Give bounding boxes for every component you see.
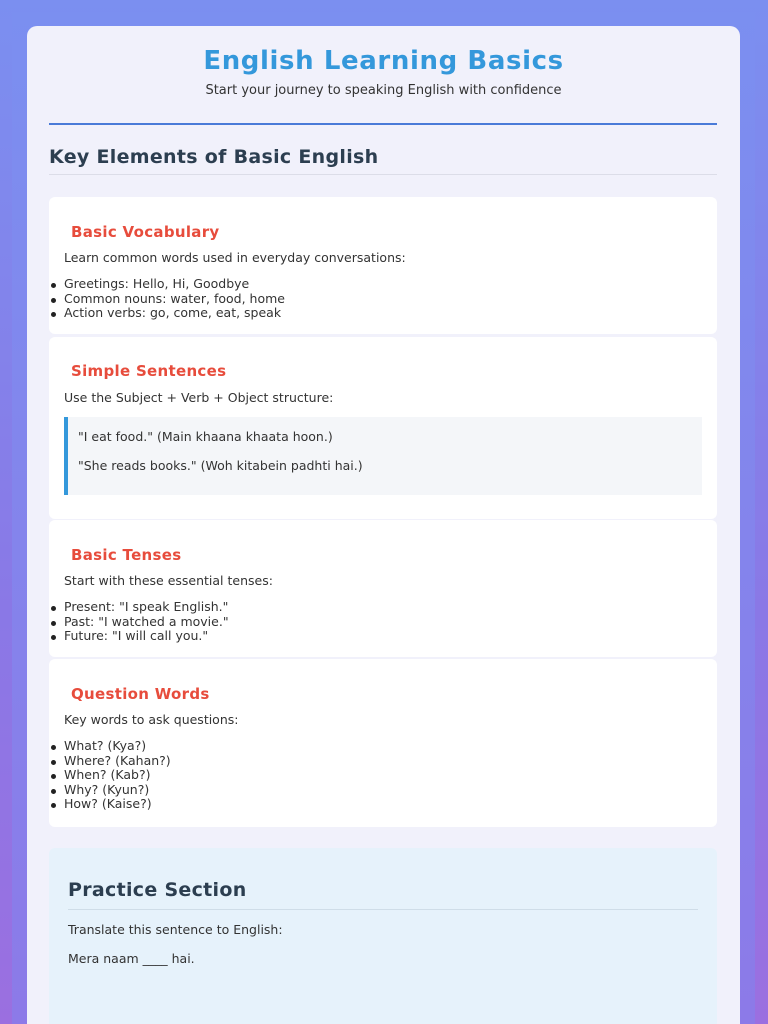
list-item: When? (Kab?) bbox=[49, 768, 171, 783]
card-title: Question Words bbox=[71, 685, 210, 703]
card-description: Use the Subject + Verb + Object structure: bbox=[64, 390, 334, 405]
list-item: Action verbs: go, come, eat, speak bbox=[49, 306, 285, 321]
card-simple-sentences bbox=[49, 337, 717, 519]
list-item: Future: "I will call you." bbox=[49, 629, 229, 644]
practice-section bbox=[49, 848, 717, 1024]
header-divider bbox=[49, 123, 717, 125]
practice-instruction: Translate this sentence to English: bbox=[68, 922, 283, 937]
section-divider bbox=[49, 174, 717, 175]
card-description: Start with these essential tenses: bbox=[64, 573, 273, 588]
card-description: Key words to ask questions: bbox=[64, 712, 239, 727]
list-item: Why? (Kyun?) bbox=[49, 783, 171, 798]
list-item: How? (Kaise?) bbox=[49, 797, 171, 812]
practice-title: Practice Section bbox=[68, 879, 247, 901]
card-description: Learn common words used in everyday conversations: bbox=[64, 250, 406, 265]
page-title: English Learning Basics bbox=[203, 46, 564, 76]
list-item: What? (Kya?) bbox=[49, 739, 171, 754]
page-subtitle: Start your journey to speaking English with confidence bbox=[205, 83, 562, 98]
question-words-list bbox=[49, 739, 171, 812]
tenses-list bbox=[49, 600, 229, 644]
practice-divider bbox=[68, 909, 698, 910]
list-item: Present: "I speak English." bbox=[49, 600, 229, 615]
card-question-words bbox=[49, 659, 717, 827]
practice-sentence: Mera naam ____ hai. bbox=[68, 951, 195, 966]
example-sentence: "She reads books." (Woh kitabein padhti hai.) bbox=[78, 458, 363, 473]
page-header bbox=[27, 26, 740, 126]
card-title: Basic Vocabulary bbox=[71, 223, 220, 241]
list-item: Greetings: Hello, Hi, Goodbye bbox=[49, 277, 285, 292]
section-title: Key Elements of Basic English bbox=[49, 146, 379, 168]
list-item: Common nouns: water, food, home bbox=[49, 292, 285, 307]
list-item: Past: "I watched a movie." bbox=[49, 615, 229, 630]
example-box bbox=[64, 417, 702, 495]
card-basic-vocabulary bbox=[49, 197, 717, 334]
list-item: Where? (Kahan?) bbox=[49, 754, 171, 769]
card-basic-tenses bbox=[49, 520, 717, 657]
vocabulary-list bbox=[49, 277, 285, 321]
card-title: Simple Sentences bbox=[71, 362, 227, 380]
card-title: Basic Tenses bbox=[71, 546, 182, 564]
example-sentence: "I eat food." (Main khaana khaata hoon.) bbox=[78, 429, 333, 444]
content-container bbox=[27, 26, 740, 1024]
